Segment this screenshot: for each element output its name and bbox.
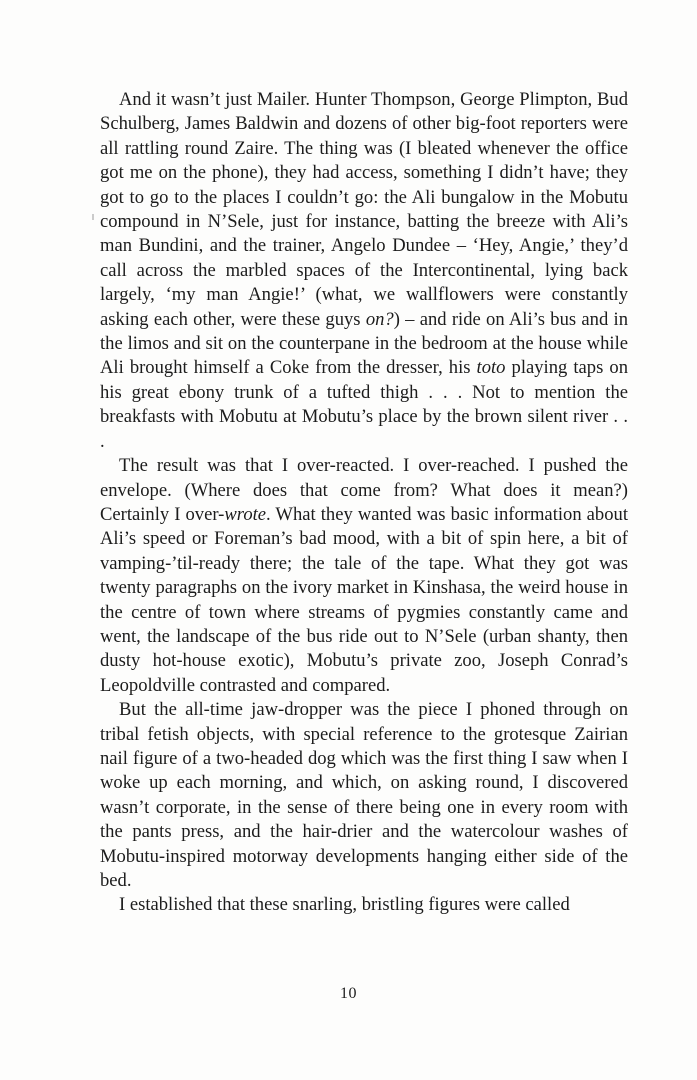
body-text	[100, 88, 628, 918]
paragraph-1: And it wasn’t just Mailer. Hunter Thompson, George Plimpton, Bud Schulberg, James Baldwin and dozens of other big-foot reporters were all rattling round Zaire. The thing was (I bleated whenever the office got me on the phone), they had access, something I didn’t have; they got to go to the places I couldn’t go: the Ali bungalow in the Mobutu compound in N’Sele, just for instance, batting the breeze with Ali’s man Bundini, and the trainer, Angelo Dundee – ‘Hey, Angie,’ they’d call across the marbled spaces of the Intercontinental, lying back largely, ‘my man Angie!’ (what, we wallflowers were constantly asking each other, were these guys on?) – and ride on Ali’s bus and in the limos and sit on the counterpane in the bedroom at the house while Ali brought himself a Coke from the dresser, his toto playing taps on his great ebony trunk of a tufted thigh . . . Not to mention the breakfasts with Mobutu at Mobutu’s place by the brown silent river . . .	[100, 89, 628, 452]
scan-speck	[92, 214, 94, 220]
paragraph-4: I established that these snarling, bristling figures were called	[119, 894, 570, 916]
page-number: 10	[340, 985, 357, 1002]
paragraph-2: The result was that I over-reacted. I over-reached. I pushed the envelope. (Where does that come from? What does it mean?) Certainly I over-wrote. What they wanted was basic information about Ali’s speed or Foreman’s bad mood, with a bit of spin here, a bit of vamping-’til-ready there; the tale of the tape. What they got was twenty paragraphs on the ivory market in Kinshasa, the weird house in the centre of town where streams of pygmies constantly came and went, the landscape of the bus ride out to N’Sele (urban shanty, then dusty hot-house exotic), Mobutu’s private zoo, Joseph Conrad’s Leopoldville contrasted and compared.	[100, 455, 628, 696]
paragraph-3: But the all-time jaw-dropper was the piece I phoned through on tribal fetish objects, with special reference to the grotesque Zairian nail figure of a two-headed dog which was the first thing I saw when I woke up each morning, and which, on asking round, I discovered wasn’t corporate, in the sense of there being one in every room with the pants press, and the hair-drier and the watercolour washes of Mobutu-inspired motorway developments hanging either side of the bed.	[100, 699, 628, 891]
